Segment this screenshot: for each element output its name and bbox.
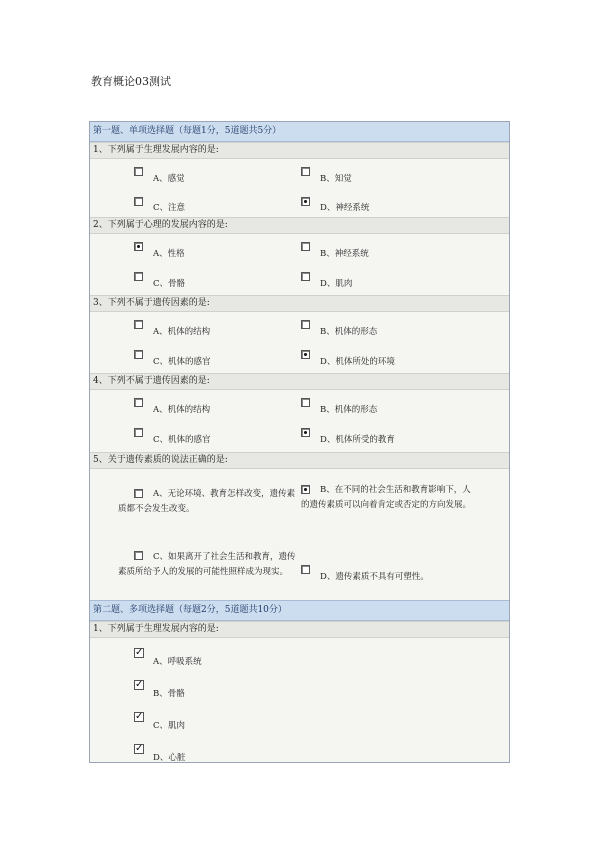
radio-button[interactable] xyxy=(134,398,143,407)
quiz-panel xyxy=(89,121,510,763)
question-1: 1、下列属于生理发展内容的是: xyxy=(90,142,509,159)
checkbox-checked[interactable]: ✓ xyxy=(135,647,144,658)
radio-button[interactable] xyxy=(134,167,143,176)
radio-button[interactable] xyxy=(301,320,310,329)
radio-button[interactable] xyxy=(134,428,143,437)
radio-button[interactable] xyxy=(301,272,310,281)
question-3: 3、下列不属于遗传因素的是: xyxy=(90,295,509,312)
radio-button[interactable] xyxy=(301,242,310,251)
options-q3: A、机体的结构 B、机体的形态 C、机体的感官 D、机体所处的环境 xyxy=(90,312,509,373)
radio-button-selected[interactable] xyxy=(301,428,310,437)
checkbox-checked[interactable]: ✓ xyxy=(135,679,144,690)
radio-button[interactable] xyxy=(134,272,143,281)
radio-button-selected[interactable] xyxy=(134,242,143,251)
question-multi-1: 1、下列属于生理发展内容的是: xyxy=(90,621,509,638)
section-heading-multiple-choice: 第二题、多项选择题（每题2分，5道题共10分） xyxy=(90,600,509,621)
section-heading-single-choice: 第一题、单项选择题（每题1分，5道题共5分） xyxy=(90,122,509,142)
radio-button[interactable] xyxy=(301,565,310,574)
radio-button[interactable] xyxy=(134,350,143,359)
radio-button[interactable] xyxy=(134,197,143,206)
radio-button-selected[interactable] xyxy=(301,350,310,359)
options-q2: A、性格 B、神经系统 C、骨骼 D、肌肉 xyxy=(90,234,509,295)
page-title: 教育概论03测试 xyxy=(91,75,171,88)
question-2: 2、下列属于心理的发展内容的是: xyxy=(90,217,509,234)
radio-button-selected[interactable] xyxy=(301,197,310,206)
radio-button[interactable] xyxy=(301,398,310,407)
options-q4: A、机体的结构 B、机体的形态 C、机体的感官 D、机体所受的教育 xyxy=(90,390,509,452)
question-4: 4、下列不属于遗传因素的是: xyxy=(90,373,509,390)
radio-button[interactable] xyxy=(134,320,143,329)
radio-button[interactable] xyxy=(301,167,310,176)
options-q1: A、感觉 B、知觉 C、注意 D、神经系统 xyxy=(90,159,509,217)
options-q5: A、无论环境、教育怎样改变，遗传素质都不会发生改变。 B、在不同的社会生活和教育影响下，人的遗传素质可以向着肯定或否定的方向发展。 C、如果离开了社会生活和教育，遗传素质所给予人的发展的可能性照样成为现实。 D、遗传素质不具有可塑性。 xyxy=(118,485,472,582)
question-5: 5、关于遗传素质的说法正确的是: xyxy=(90,452,509,469)
options-multi-q1: ✓ A、呼吸系统 ✓ B、骨骼 ✓ C、肌肉 ✓ D、心脏 xyxy=(135,647,202,763)
checkbox-checked[interactable]: ✓ xyxy=(135,711,144,722)
checkbox-checked[interactable]: ✓ xyxy=(135,743,144,754)
